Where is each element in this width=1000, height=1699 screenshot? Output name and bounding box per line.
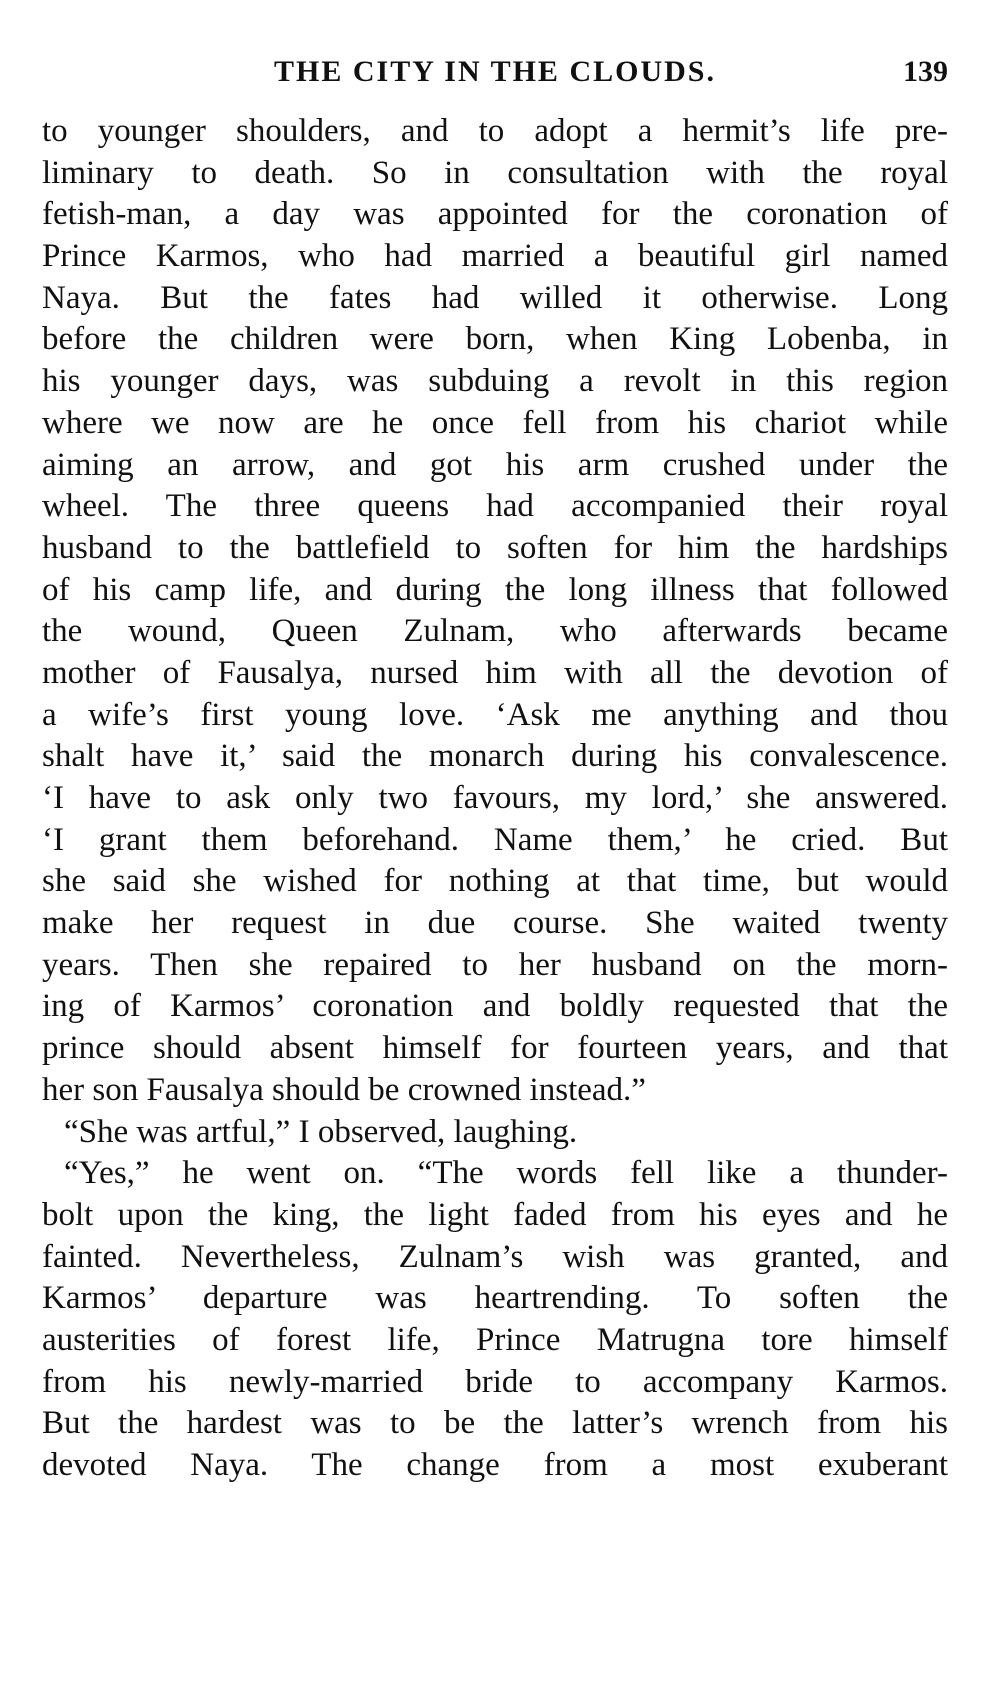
text-line: shalt have it,’ said the monarch during his convalescence. xyxy=(42,738,948,775)
text-line: Prince Karmos, who had married a beautiful girl named xyxy=(42,238,948,275)
text-line: before the children were born, when King Lobenba, in xyxy=(42,321,948,358)
text-line: Naya. But the fates had willed it otherwise. Long xyxy=(42,279,948,316)
text-line: “She was artful,” I observed, laughing. xyxy=(64,1113,578,1150)
text-line: “Yes,” he went on. “The words fell like a thunder- xyxy=(64,1155,948,1192)
text-line: of his camp life, and during the long illness that followed xyxy=(42,571,948,608)
text-line: bolt upon the king, the light faded from his eyes and he xyxy=(42,1196,948,1233)
text-line: the wound, Queen Zulnam, who afterwards became xyxy=(42,613,948,650)
text-line: ing of Karmos’ coronation and boldly requested that the xyxy=(42,988,948,1025)
page-number: 139 xyxy=(903,55,948,88)
text-line: But the hardest was to be the latter’s wrench from his xyxy=(42,1405,948,1442)
text-line: wheel. The three queens had accompanied their royal xyxy=(42,488,948,525)
text-line: Karmos’ departure was heartrending. To soften the xyxy=(42,1280,948,1317)
text-line: ‘I grant them beforehand. Name them,’ he cried. But xyxy=(42,821,948,858)
text-line: prince should absent himself for fourteen years, and that xyxy=(42,1030,948,1067)
text-line: years. Then she repaired to her husband on the morn- xyxy=(42,946,948,983)
text-line: to younger shoulders, and to adopt a hermit’s life pre- xyxy=(42,113,948,149)
text-line: devoted Naya. The change from a most exuberant xyxy=(42,1447,948,1483)
text-line: ‘I have to ask only two favours, my lord,’ she answered. xyxy=(42,780,948,816)
text-line: a wife’s first young love. ‘Ask me anything and thou xyxy=(42,696,948,733)
text-line: her son Fausalya should be crowned instead.” xyxy=(42,1071,646,1108)
text-line: fetish-man, a day was appointed for the coronation of xyxy=(42,196,948,233)
text-line: aiming an arrow, and got his arm crushed under the xyxy=(42,446,948,483)
text-line: his younger days, was subduing a revolt in this region xyxy=(42,363,948,400)
text-line: husband to the battlefield to soften for him the hardships xyxy=(42,529,948,566)
text-line: austerities of forest life, Prince Matrugna tore himself xyxy=(42,1321,948,1358)
text-line: fainted. Nevertheless, Zulnam’s wish was granted, and xyxy=(42,1238,948,1275)
text-line: mother of Fausalya, nursed him with all the devotion of xyxy=(42,654,948,691)
text-line: where we now are he once fell from his chariot while xyxy=(42,404,948,441)
running-title: THE CITY IN THE CLOUDS. xyxy=(274,55,716,88)
text-line: she said she wished for nothing at that time, but would xyxy=(42,863,948,900)
body-text xyxy=(42,111,948,1487)
text-line: liminary to death. So in consultation with the royal xyxy=(42,154,948,191)
text-line: make her request in due course. She waited twenty xyxy=(42,905,948,942)
running-head xyxy=(42,52,948,92)
text-line: from his newly-married bride to accompany Karmos. xyxy=(42,1363,948,1400)
